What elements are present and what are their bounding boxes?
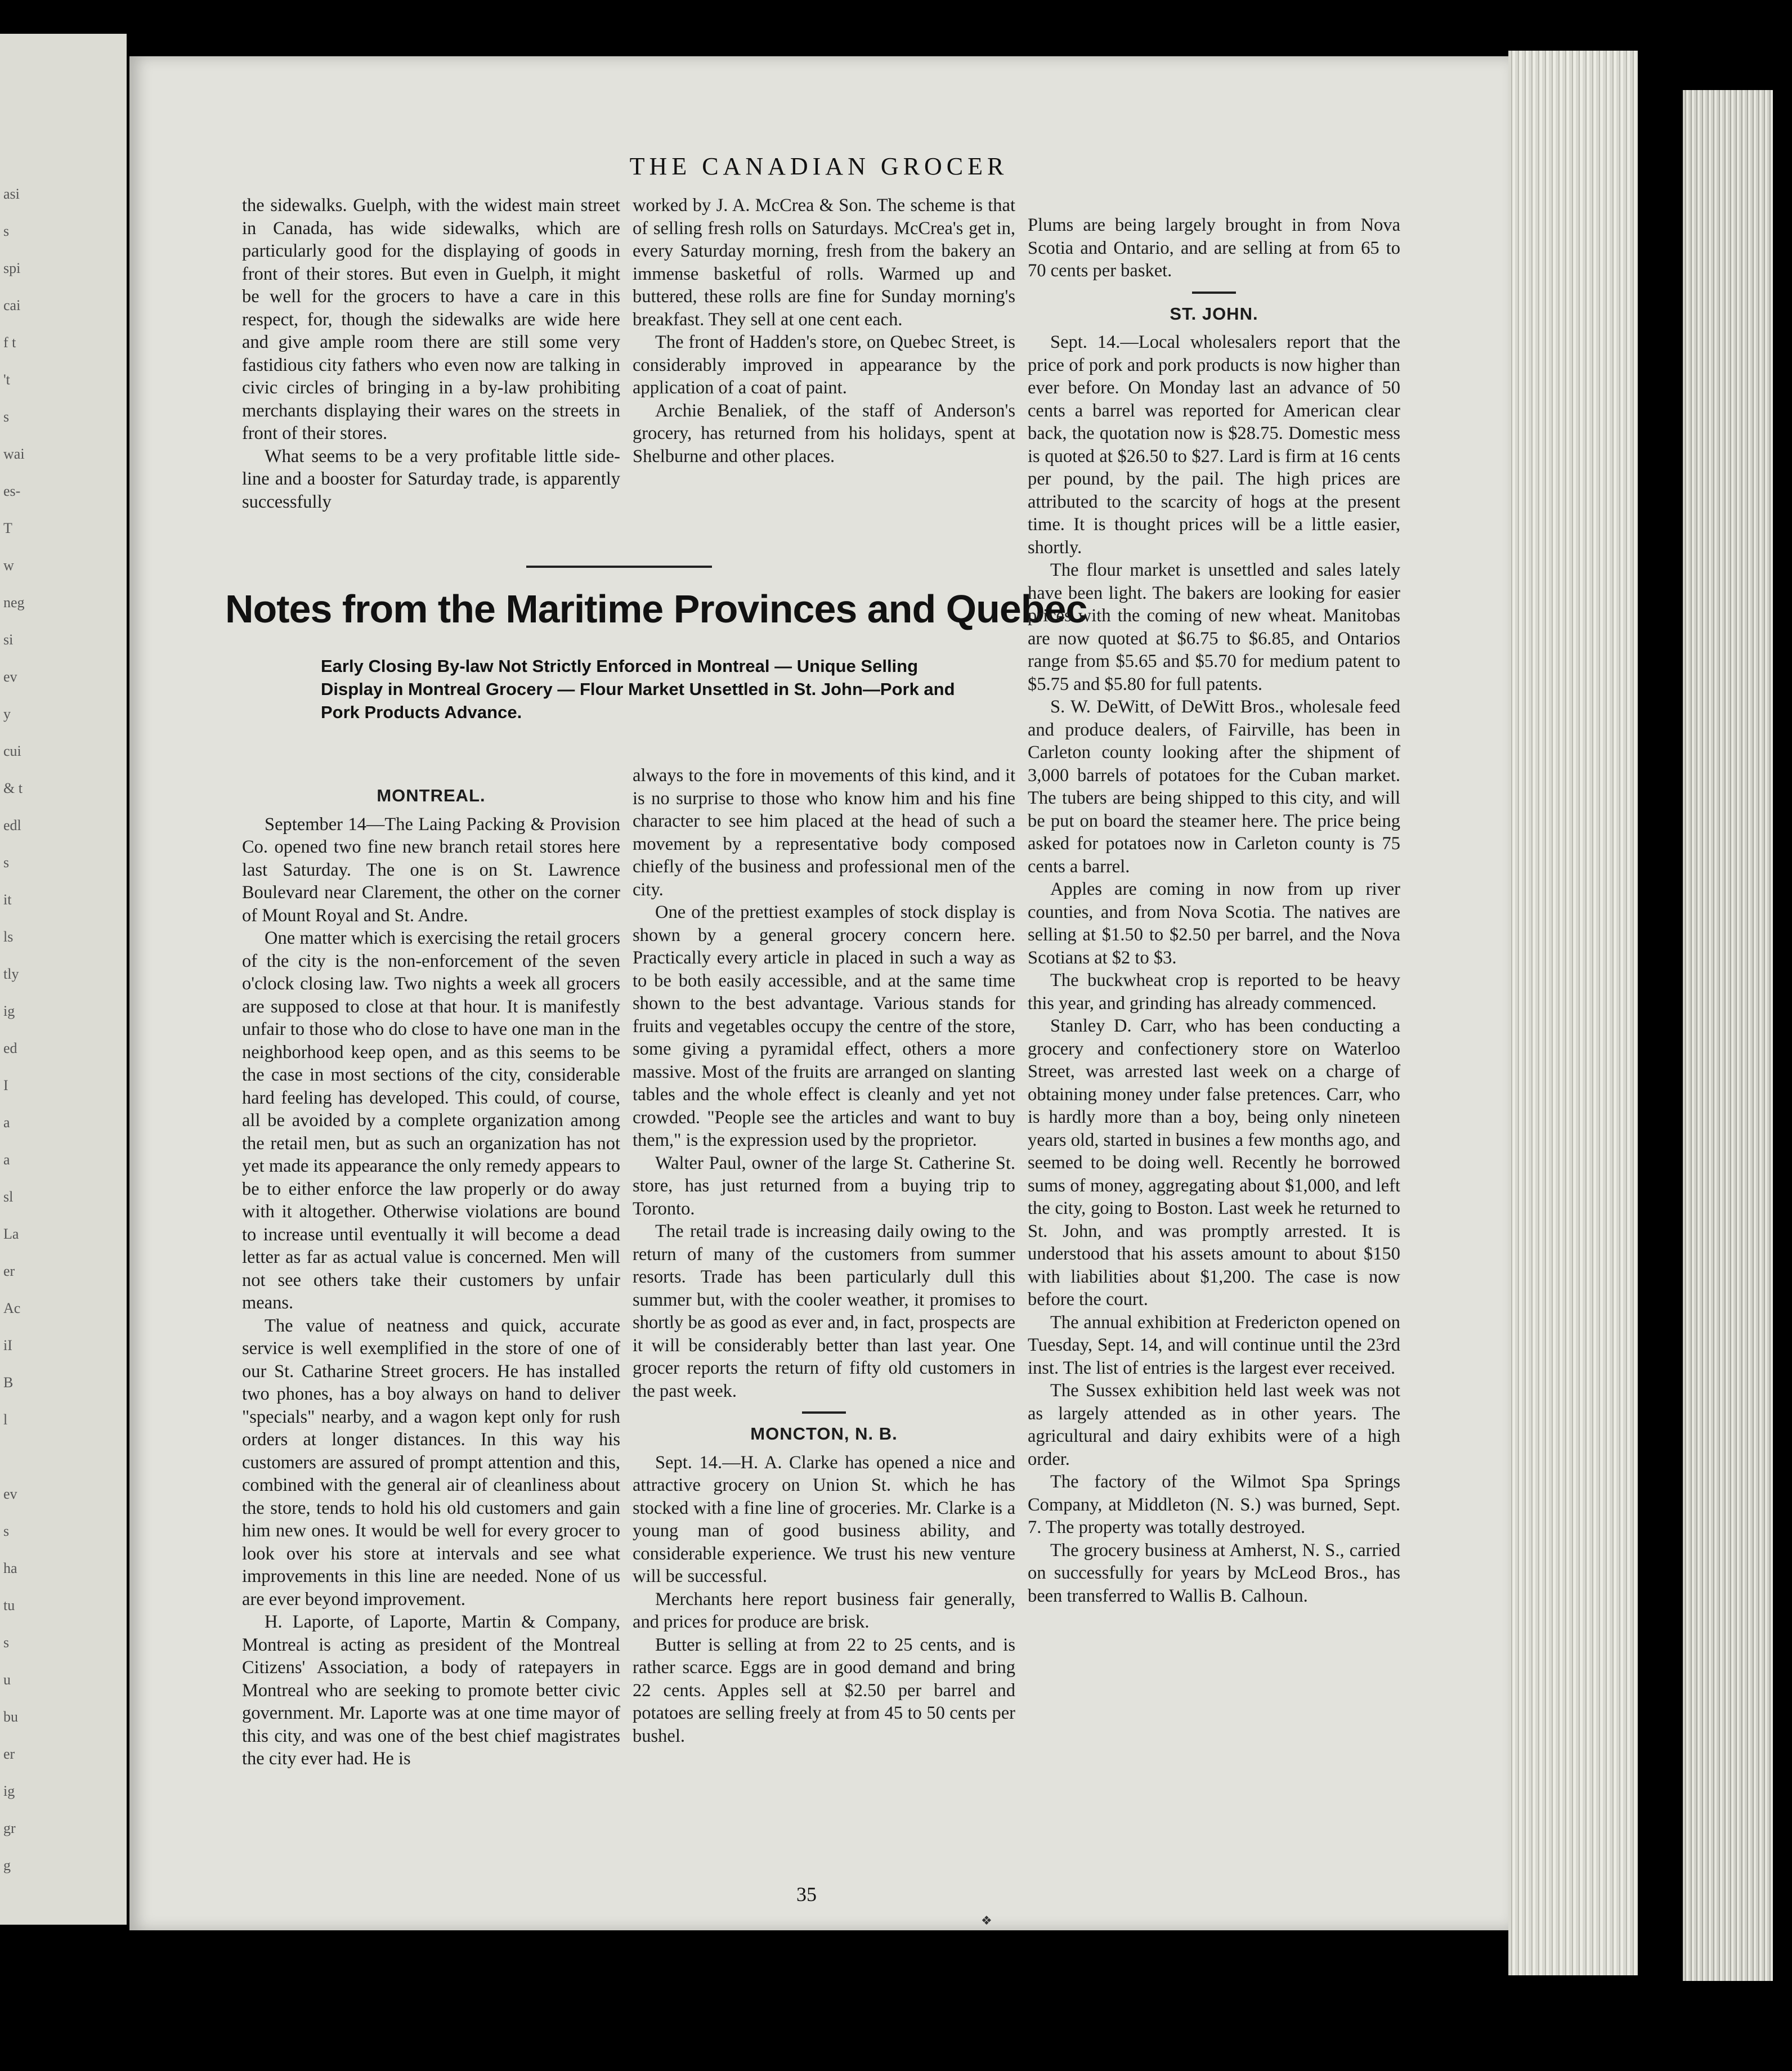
paragraph: Apples are coming in now from up river counties, and from Nova Scotia. The natives are selling at $1.50 to $2.50 per barrel, and the Nova Scotians at $2 to $3. [1028, 879, 1400, 968]
paragraph: The retail trade is increasing daily owing to the return of many of the customers from summer resorts. Trade has been particularly dull this summer but, with the cooler weather, it promises to shortly be as good as ever and, in fact, prospects are it will be considerably better than last year. One grocer reports the return of fifty old customers in the past week. [633, 1221, 1015, 1401]
left-page-fragment: I [3, 1077, 8, 1093]
section-divider [802, 1411, 846, 1414]
left-page-fragment: gr [3, 1820, 16, 1836]
paragraph: Walter Paul, owner of the large St. Catherine St. store, has just returned from a buying trip to Toronto. [633, 1153, 1015, 1219]
paragraph: H. Laporte, of Laporte, Martin & Company, Montreal is acting as president of the Montreal Citizens' Association, a body of ratepayers in Montreal who are seeking to promote better civic government. Mr. Laporte was at one time mayor of this city, and was one of the best chief magistrates the city ever had. He is [242, 1612, 620, 1769]
paragraph: S. W. DeWitt, of DeWitt Bros., wholesale feed and produce dealers, of Fairville, has been in Carleton county looking after the shipment of 3,000 barrels of potatoes for the Cuban market. The tubers are being shipped to this city, and will be put on board the steamer here. The price being asked for potatoes now in Carleton county is 75 cents a barrel. [1028, 697, 1400, 877]
left-page-fragment: er [3, 1263, 15, 1279]
left-page-fragment: a [3, 1151, 10, 1168]
left-page-fragment: cai [3, 297, 21, 313]
left-page-fragment: ls [3, 929, 14, 945]
paragraph: What seems to be a very profitable little side-line and a booster for Saturday trade, is apparently successfully [242, 446, 620, 512]
left-page-fragment: sl [3, 1189, 14, 1205]
paragraph: worked by J. A. McCrea & Son. The scheme is that of selling fresh rolls on Saturdays. McCrea's get in, every Saturday morning, fresh from the bakery an immense basketful of rolls. Warmed up and buttered, these rolls are fine for Sunday morning's breakfast. They sell at one cent each. [633, 195, 1015, 330]
montreal-title: MONTREAL. [377, 786, 486, 805]
paragraph: Plums are being largely brought in from Nova Scotia and Ontario, and are selling at from 65 to 70 cents per basket. [1028, 215, 1400, 281]
left-page-fragment: s [3, 223, 10, 239]
left-page-fragment: ev [3, 669, 17, 685]
section-divider [1192, 292, 1236, 294]
article-subhead: Early Closing By-law Not Strictly Enforced in Montreal — Unique Selling Display in Montreal Grocery — Flour Market Unsettled in St. John—Pork and Pork Products Advance. [321, 656, 955, 722]
left-page-fragment: a [3, 1114, 10, 1131]
left-page-fragment: s [3, 854, 10, 871]
book-edge-pages-outer [1683, 90, 1773, 1981]
left-page-fragment: B [3, 1374, 14, 1391]
paragraph: Merchants here report business fair generally, and prices for produce are brisk. [633, 1589, 1015, 1632]
left-page-fragment: u [3, 1671, 11, 1688]
page-number: 35 [796, 1883, 817, 1906]
left-page-fragment: asi [3, 186, 20, 202]
right-column [1028, 214, 1400, 1607]
left-page-fragment: w [3, 557, 14, 573]
paragraph: Stanley D. Carr, who has been conducting a grocery and confectionery store on Waterloo Street, was arrested last week on a charge of obtaining money under false pretences. Carr, who is hardly more than a boy, being only nineteen years old, started in busines a few months ago, and seemed to be doing well. Recently he borrowed sums of money, aggregating about $1,000, and left the city, going to Boston. Last week he returned to St. John, and was promptly arrested. It is understood that his assets amount to about $150 with liabilities about $1,200. The case is now before the court. [1028, 1016, 1400, 1310]
paragraph: the sidewalks. Guelph, with the widest main street in Canada, has wide sidewalks, which are particularly good for the displaying of goods in front of their stores. But even in Guelph, it might be well for the grocers to have a care in this respect, for, though the sidewalks are wide here and give ample room there are still some very fastidious city fathers who even now are talking in civic circles of bringing in a by-law prohibiting merchants displaying their wares on the streets in front of their stores. [242, 195, 620, 443]
left-page-fragment: si [3, 631, 14, 648]
left-page-fragment: tly [3, 966, 19, 982]
paragraph: The factory of the Wilmot Spa Springs Company, at Middleton (N. S.) was burned, Sept. 7. The property was totally destroyed. [1028, 1472, 1400, 1537]
paragraph: One matter which is exercising the retail grocers of the city is the non-enforcement of the seven o'clock closing law. Two nights a week all grocers are supposed to close at that hour. It is manifestly unfair to those who do close to have one man in the neighborhood keep open, and as this seems to be the case in most sections of the city, considerable hard feeling has developed. This could, of course, all be avoided by a complete organization among the retail men, but as such an organization has not yet made its appearance the only remedy appears to be to either enforce the law properly or do away with it altogether. Otherwise violations are bound to increase until eventually it will become a dead letter as far as actual value is concerned. Men will not see others take their customers by unfair means. [242, 928, 620, 1313]
paragraph: One of the prettiest examples of stock display is shown by a general grocery concern here. Practically every article in placed in such a way as to be both easily accessible, and at the same time shown to the best advantage. Various stands for fruits and vegetables occupy the centre of the store, some giving a pyramidal effect, others a more massive. Most of the fruits are arranged on slanting tables and the whole effect is cleanly and yet not crowded. "People see the articles and want to buy them," is the expression used by the proprietor. [633, 902, 1015, 1150]
left-page-fragment: La [3, 1226, 19, 1242]
paragraph: The value of neatness and quick, accurate service is well exemplified in the store of one of our St. Catharine Street grocers. He has installed two phones, has a boy always on hand to deliver "specials" nearby, and a wagon kept only for rush orders at longer distances. In this way his customers are assured of prompt attention and this, combined with the general air of cleanliness about the store, tends to hold his old customers and gain him new ones. It would be well for every grocer to look over his store at intervals and see what improvements in this line are needed. None of us are ever beyond improvement. [242, 1315, 620, 1610]
paragraph: The Sussex exhibition held last week was not as largely attended as in other years. The agricultural and dairy exhibits were of a high order. [1028, 1380, 1400, 1469]
article-headline: Notes from the Maritime Provinces and Quebec [225, 587, 1087, 631]
book-edge-pages [1508, 51, 1638, 1975]
moncton-title: MONCTON, N. B. [750, 1424, 898, 1444]
paragraph: Sept. 14.—Local wholesalers report that the price of pork and pork products is now higher than ever before. On Monday last an advance of 50 cents a barrel was reported for American clear back, the quotation now is $28.75. Domestic mess is quoted at $26.50 to $27. Lard is firm at 16 cents per pound, by the pail. The high prices are attributed to the scarcity of hogs at the present time. It is thought prices will be a little easier, shortly. [1028, 332, 1400, 558]
paragraph: Archie Benaliek, of the staff of Anderson's grocery, has returned from his holidays, spent at Shelburne and other places. [633, 400, 1015, 467]
left-page-fragment: it [3, 891, 12, 908]
left-page-fragment: neg [3, 594, 25, 611]
left-page-fragment: s [3, 1523, 10, 1539]
left-page-fragment: ev [3, 1486, 17, 1502]
left-page-fragment: y [3, 706, 11, 722]
left-page-fragment: Ac [3, 1300, 21, 1316]
left-page-fragment: g [3, 1857, 11, 1873]
middle-column [633, 764, 1015, 1747]
left-page-fragment: s [3, 409, 10, 425]
left-page-fragment: spi [3, 260, 21, 276]
section-divider [526, 566, 712, 568]
left-page-fragment: cui [3, 743, 21, 759]
left-page-fragment: tu [3, 1597, 15, 1613]
top-column-1 [242, 194, 620, 513]
left-page-fragment: ig [3, 1783, 15, 1799]
left-page-fragment: 't [3, 371, 10, 388]
left-page-edge [0, 34, 127, 1925]
paragraph: Butter is selling at from 22 to 25 cents, and is rather scarce. Eggs are in good demand and bring 22 cents. Apples sell at $2.50 per barrel and potatoes are selling freely at from 45 to 50 cents per bushel. [633, 1634, 1015, 1746]
paragraph: September 14—The Laing Packing & Provision Co. opened two fine new branch retail stores here last Saturday. The one is on St. Lawrence Boulevard near Clarement, the other on the corner of Mount Royal and St. Andre. [242, 814, 620, 926]
st-john-title: ST. JOHN. [1170, 303, 1258, 324]
magazine-page [129, 56, 1508, 1930]
paragraph: always to the fore in movements of this kind, and it is no surprise to those who know him and his fine character to see him placed at the head of such a movement by a representative body composed chiefly of the business and professional men of the city. [633, 765, 1015, 900]
left-page-fragment: es- [3, 483, 21, 499]
left-page-fragment: ha [3, 1560, 17, 1576]
paragraph: The buckwheat crop is reported to be heavy this year, and grinding has already commenced. [1028, 970, 1400, 1014]
left-page-fragment: er [3, 1746, 15, 1762]
left-page-fragment: T [3, 520, 12, 536]
left-page-fragment: f t [3, 334, 16, 351]
montreal-column [242, 782, 620, 1770]
left-page-fragment: ig [3, 1003, 15, 1019]
left-page-fragment: ed [3, 1040, 17, 1056]
left-page-fragment: iI [3, 1337, 12, 1353]
paragraph: The flour market is unsettled and sales lately have been light. The bakers are looking for easier prices with the coming of new wheat. Manitobas are now quoted at $6.75 to $6.85, and Ontarios range from $5.65 and $5.70 for medium patent to $5.75 and $5.80 for full patents. [1028, 560, 1400, 694]
paragraph: Sept. 14.—H. A. Clarke has opened a nice and attractive grocery on Union St. which he has stocked with a fine line of groceries. Mr. Clarke is a young man of good business ability, and considerable experience. We trust his new venture will be successful. [633, 1452, 1015, 1586]
paragraph: The grocery business at Amherst, N. S., carried on successfully for years by McLeod Bros., has been transferred to Wallis B. Calhoun. [1028, 1540, 1400, 1606]
left-page-fragment: bu [3, 1709, 18, 1725]
left-page-fragment: & t [3, 780, 23, 796]
ink-smudge-icon: ❖ [981, 1913, 992, 1927]
left-page-fragment: s [3, 1634, 10, 1651]
left-page-fragment: edl [3, 817, 21, 833]
running-head: THE CANADIAN GROCER [629, 153, 1009, 180]
paragraph: The front of Hadden's store, on Quebec Street, is considerably improved in appearance by the application of a coat of paint. [633, 332, 1015, 398]
left-page-fragment: wai [3, 446, 25, 462]
left-page-fragment: l [3, 1411, 8, 1428]
top-column-2 [633, 194, 1015, 468]
paragraph: The annual exhibition at Fredericton opened on Tuesday, Sept. 14, and will continue until the 23rd inst. The list of entries is the largest ever received. [1028, 1312, 1400, 1378]
